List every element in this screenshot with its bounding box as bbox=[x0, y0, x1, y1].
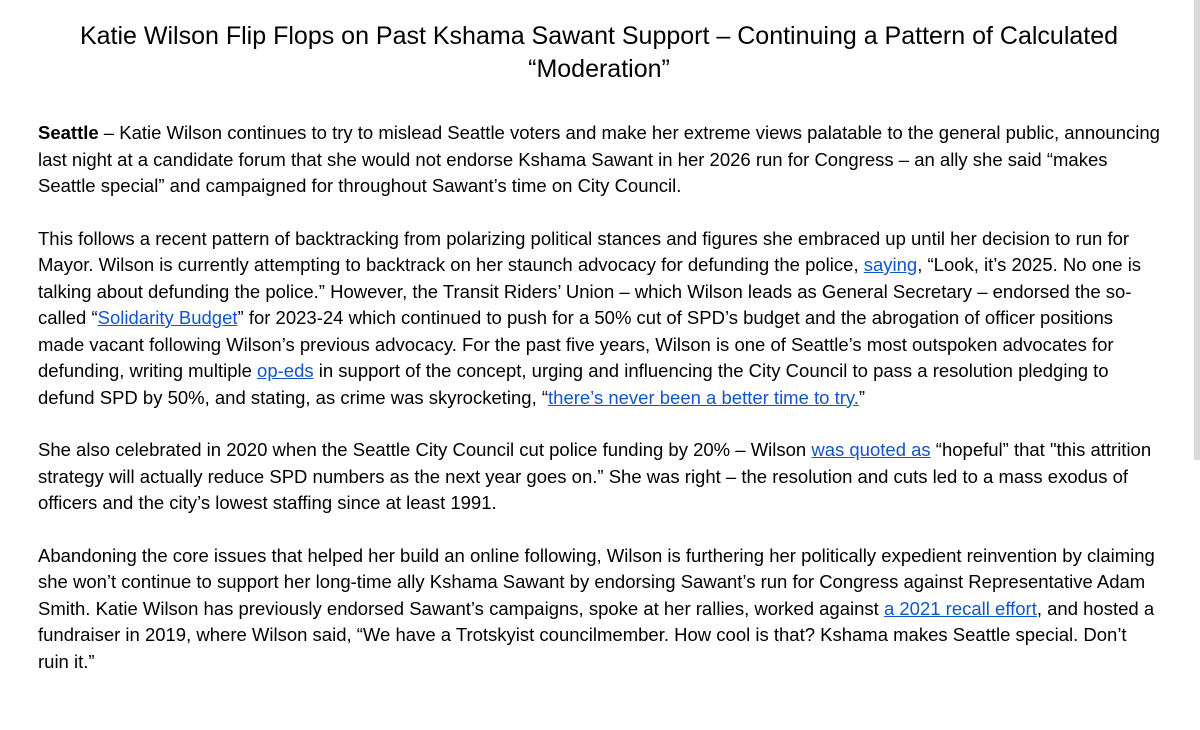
paragraph-4 bbox=[38, 543, 1160, 676]
paragraph-2-text-2: , “Look, it’s 2025. No one is talking about defunding the police.” However, the Transit Riders’ Union – which Wilson leads as General Secretary – endorsed the so-called “ bbox=[38, 254, 1142, 328]
link-2021-recall-effort[interactable]: a 2021 recall effort bbox=[883, 597, 1037, 619]
paragraph-2-text-1: This follows a recent pattern of backtracking from polarizing political stances and figures she embraced up until her decision to run for Mayor. Wilson is currently attempting to backtrack on her staunch advocacy for defunding the police, bbox=[38, 227, 1130, 275]
paragraph-3-text-1: She also celebrated in 2020 when the Seattle City Council cut police funding by 20% – Wilson bbox=[38, 439, 812, 460]
paragraph-2-text-4: in support of the concept, urging and influencing the City Council to pass a resolution pledging to defund SPD by 50%, and stating, as crime was skyrocketing, “ bbox=[38, 360, 1109, 408]
link-solidarity-budget[interactable]: Solidarity Budget bbox=[97, 307, 238, 328]
link-was-quoted-as[interactable]: was quoted as bbox=[811, 439, 931, 460]
paragraph-1 bbox=[38, 120, 1160, 200]
paragraph-2 bbox=[38, 226, 1160, 412]
paragraph-1-text: – Katie Wilson continues to try to mislead Seattle voters and make her extreme views palatable to the general public, announcing last night at a candidate forum that she would not endorse Kshama Sawant in her 2026 run for Congress – an ally she said “makes Seattle special” and campaigned for throughout Sawant’s time on City Council. bbox=[38, 122, 1160, 196]
dateline: Seattle bbox=[38, 122, 99, 143]
scrollbar[interactable] bbox=[1194, 0, 1200, 460]
paragraph-2-text-5: ” bbox=[858, 386, 866, 408]
paragraph-3 bbox=[38, 437, 1160, 517]
paragraph-4-text-1: Abandoning the core issues that helped her build an online following, Wilson is furthering her politically expedient reinvention by claiming she won’t continue to support her long-time ally Kshama Sawant by endorsing Sawant’s run for Congress against Representative Adam Smith. Katie Wilson has previously endorsed Sawant’s campaigns, spoke at her rallies, worked against bbox=[38, 544, 1155, 619]
document-title: Katie Wilson Flip Flops on Past Kshama Sawant Support – Continuing a Pattern of Calculated “Moderation” bbox=[79, 22, 1119, 83]
link-op-eds[interactable]: op-eds bbox=[257, 360, 314, 381]
paragraph-3-text-2: “hopeful” that "this attrition strategy will actually reduce SPD numbers as the next year goes on.” She was right – the resolution and cuts led to a mass exodus of officers and the city’s lowest staffing since at least 1991. bbox=[38, 439, 1152, 513]
link-better-time-to-try[interactable]: there’s never been a better time to try. bbox=[548, 386, 859, 408]
paragraph-2-text-3: ” for 2023-24 which continued to push for a 50% cut of SPD’s budget and the abrogation of officer positions made vacant following Wilson’s previous advocacy. For the past five years, Wilson is one of Seattle’s most outspoken advocates for defunding, writing multiple bbox=[38, 307, 1114, 381]
paragraph-4-text-2: , and hosted a fundraiser in 2019, where Wilson said, “We have a Trotskyist councilmember. How cool is that? Kshama makes Seattle special. Don’t ruin it.” bbox=[38, 597, 1155, 672]
link-saying[interactable]: saying bbox=[863, 254, 918, 275]
